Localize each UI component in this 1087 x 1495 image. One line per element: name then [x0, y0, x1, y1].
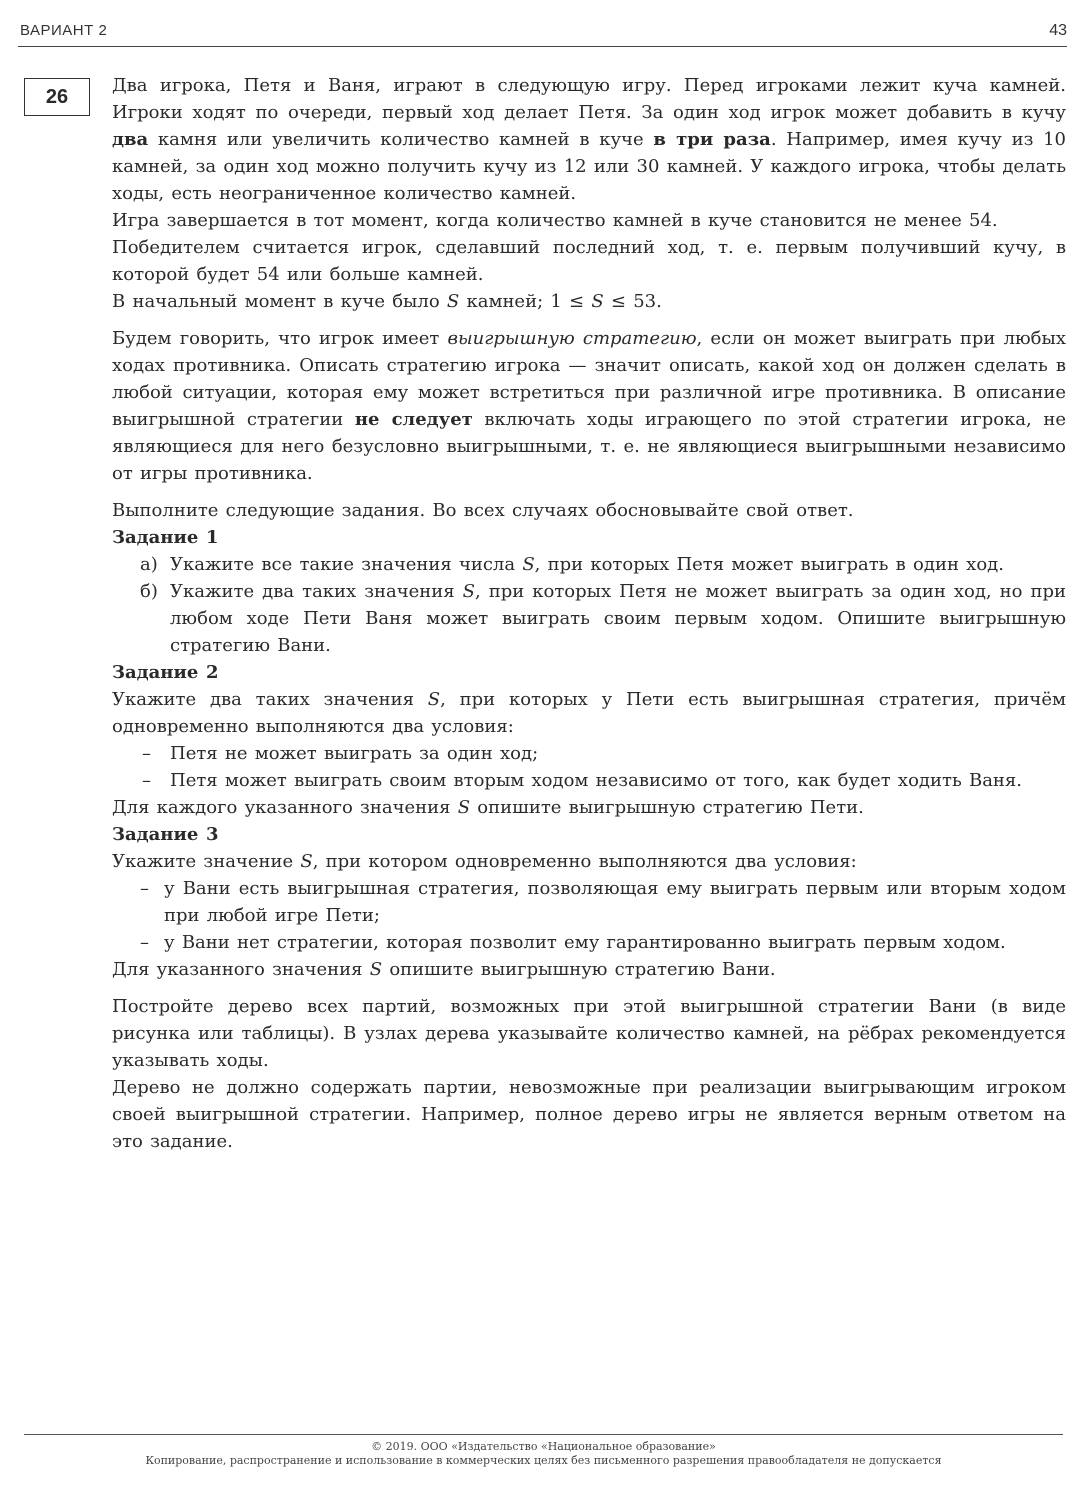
page-number: 43 — [1049, 22, 1067, 39]
intro-paragraph-3: Победителем считается игрок, сделавший последний ход, т. е. первым получивший кучу, в которой будет 54 или больше камней. — [112, 237, 1066, 285]
intro-paragraph-4: В начальный момент в куче было S камней; 1 ≤ S ≤ 53. — [112, 291, 662, 312]
task2-condition-2: – Петя может выиграть своим вторым ходом независимо от того, как будет ходить Ваня. — [142, 770, 1023, 791]
tree-paragraph-1: Постройте дерево всех партий, возможных при этой выигрышной стратегии Вани (в виде рисунка или таблицы). В узлах дерева указывайте количество камней, на рёбрах рекомендуется указывать ходы. — [112, 996, 1066, 1071]
task3-heading: Задание 3 — [112, 824, 219, 845]
task3-condition-1: – у Вани есть выигрышная стратегия, позволяющая ему выиграть первым или вторым ходом при любой игре Пети; — [140, 878, 1066, 926]
task2-heading: Задание 2 — [112, 662, 219, 683]
task3-conditions — [112, 875, 1066, 956]
page-header — [18, 0, 1067, 46]
footer-copyright: © 2019. ООО «Издательство «Национальное образование» — [371, 1440, 716, 1453]
task2-paragraph: Укажите два таких значения S, при которых у Пети есть выигрышная стратегия, причём одновременно выполняются два условия: — [112, 689, 1066, 737]
footer-rule — [24, 1434, 1063, 1435]
task3-after: Для указанного значения S опишите выигрышную стратегию Вани. — [112, 959, 776, 980]
task1-list — [112, 551, 1066, 659]
tree-paragraph-2: Дерево не должно содержать партии, невозможные при реализации выигрывающим игроком своей выигрышной стратегии. Например, полное дерево игры не является верным ответом на это задание. — [112, 1077, 1066, 1152]
header-rule — [18, 46, 1067, 47]
task1-item-b: б) Укажите два таких значения S, при которых Петя не может выиграть за один ход, но при любом ходе Пети Ваня может выиграть своим первым ходом. Опишите выигрышную стратегию Вани. — [140, 581, 1066, 656]
task3-paragraph: Укажите значение S, при котором одновременно выполняются два условия: — [112, 851, 857, 872]
page-footer — [24, 1434, 1063, 1468]
task-content — [112, 72, 1066, 1155]
instructions: Выполните следующие задания. Во всех случаях обосновывайте свой ответ. — [112, 500, 854, 521]
strategy-paragraph: Будем говорить, что игрок имеет выигрышную стратегию, если он может выиграть при любых ходах противника. Описать стратегию игрока — значит описать, какой ход он должен сделать в любой ситуации, которая ему может встретиться при различной игре противника. В описание выигрышной стратегии не следует включать ходы играющего по этой стратегии игрока, не являющиеся для него безусловно выигрышными, т. е. не являющиеся выигрышными независимо от игры противника. — [112, 328, 1066, 484]
intro-paragraph-2: Игра завершается в тот момент, когда количество камней в куче становится не менее 54. — [112, 210, 998, 231]
task1-heading: Задание 1 — [112, 527, 219, 548]
task1-item-a: а) Укажите все такие значения числа S, при которых Петя может выиграть в один ход. — [140, 554, 1004, 575]
task2-after: Для каждого указанного значения S опишите выигрышную стратегию Пети. — [112, 797, 864, 818]
task3-condition-2: – у Вани нет стратегии, которая позволит ему гарантированно выиграть первым ходом. — [140, 932, 1006, 953]
task2-conditions — [112, 740, 1066, 794]
task2-condition-1: – Петя не может выиграть за один ход; — [142, 743, 539, 764]
variant-label: ВАРИАНТ 2 — [20, 22, 108, 39]
intro-paragraph-1: Два игрока, Петя и Ваня, играют в следующую игру. Перед игроками лежит куча камней. Игроки ходят по очереди, первый ход делает Петя. За один ход игрок может добавить в кучу два камня или увеличить количество камней в куче в три раза. Например, имея кучу из 10 камней, за один ход можно получить кучу из 12 или 30 камней. У каждого игрока, чтобы делать ходы, есть неограниченное количество камней. — [112, 75, 1066, 204]
task-number-badge: 26 — [24, 78, 90, 116]
footer-notice: Копирование, распространение и использование в коммерческих целях без письменного разрешения правообладателя не допускается — [145, 1454, 942, 1467]
